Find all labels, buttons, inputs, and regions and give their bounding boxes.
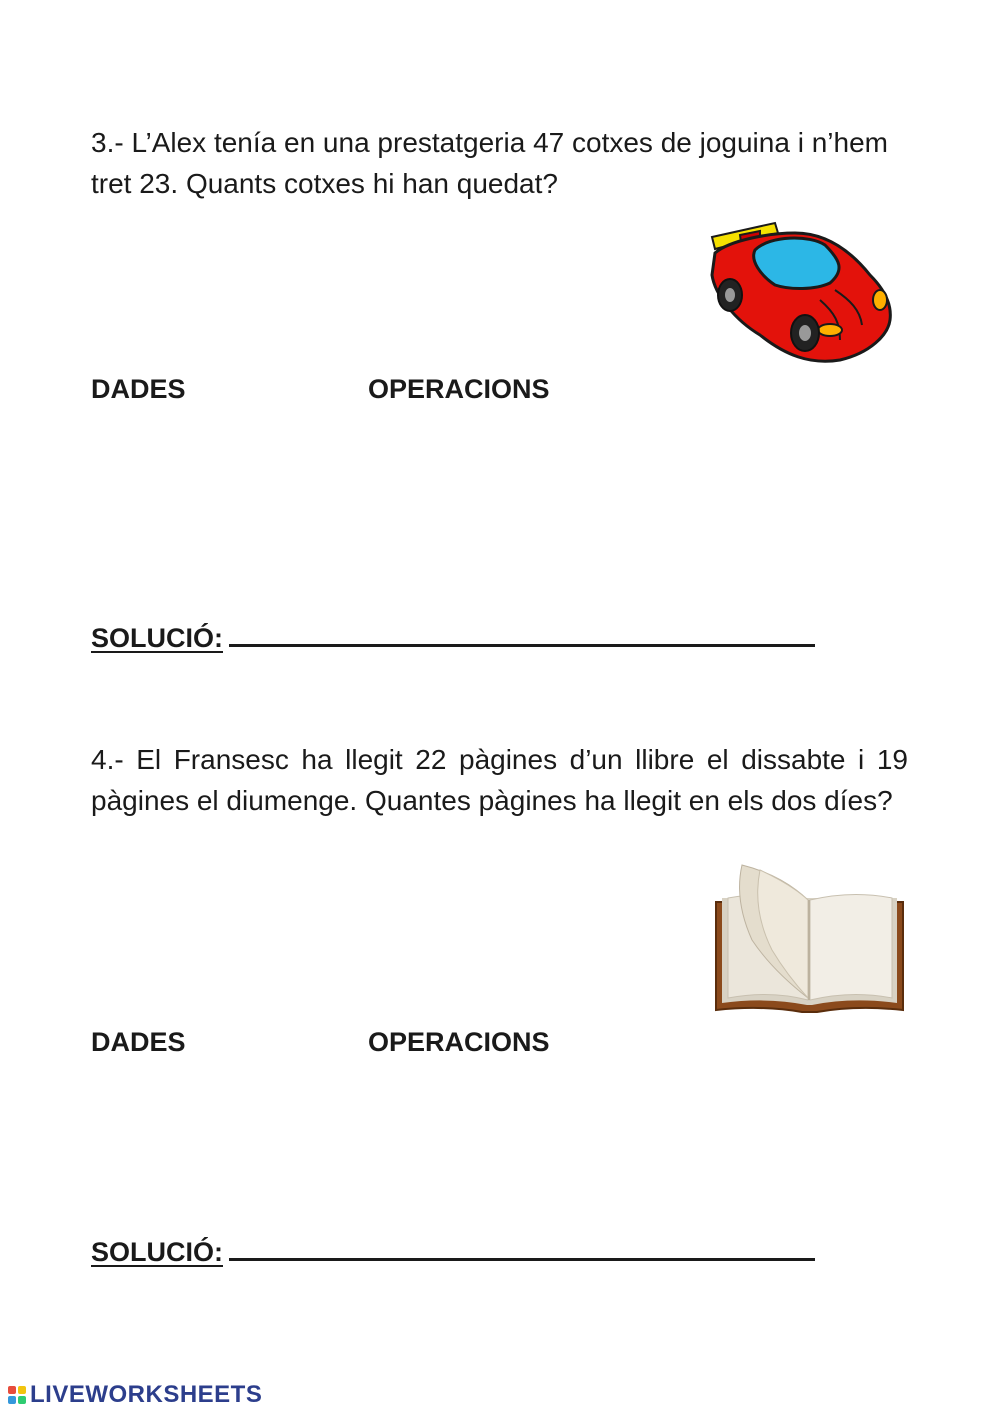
solution-line[interactable] [91,1232,815,1269]
problem-4-text: 4.- El Fransesc ha llegit 22 pàgines d’un llibre el dissabte i 19 pàgines el diumenge. Quantes pàgines ha llegit en els dos díes? [91,744,908,816]
operations-heading: OPERACIONS [368,374,550,404]
logo-square [8,1396,16,1404]
solution-line[interactable] [91,618,815,655]
data-heading: DADES [91,374,186,404]
toy-car-icon [700,205,900,370]
data-heading: DADES [91,1027,186,1057]
open-book-icon [712,860,907,1022]
logo-grid-icon [8,1386,26,1404]
operations-heading: OPERACIONS [368,1027,550,1057]
logo-square [8,1386,16,1394]
problem-3-text: 3.- L’Alex tenía en una prestatgeria 47 cotxes de joguina i n’hem tret 23. Quants cotxes hi han quedat? [91,127,888,199]
solution-label: SOLUCIÓ: [91,1237,223,1267]
solution-blank[interactable] [229,618,815,647]
solution-label: SOLUCIÓ: [91,623,223,653]
logo-square [18,1396,26,1404]
logo-square [18,1386,26,1394]
solution-blank[interactable] [229,1232,815,1261]
brand-text: LIVEWORKSHEETS [30,1381,263,1408]
liveworksheets-logo [8,1380,262,1410]
